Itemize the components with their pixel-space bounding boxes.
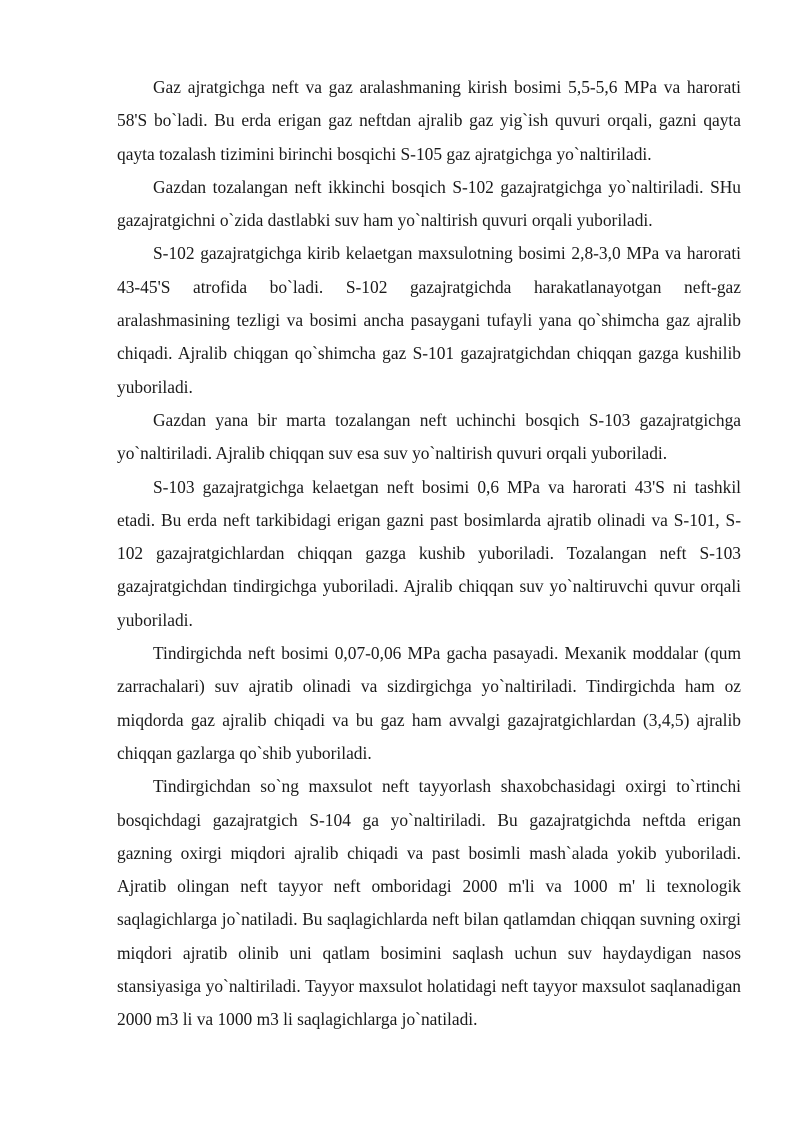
paragraph-6: Tindirgichda neft bosimi 0,07-0,06 MPa gacha pasayadi. Mexanik moddalar (qum zarrachalari) suv ajratib olinadi va sizdirgichga yo`naltiriladi. Tindirgichda ham oz miqdorda gaz ajralib chiqadi va bu gaz ham avvalgi gazajratgichlardan (3,4,5) ajralib chiqqan gazlarga qo`shib yuboriladi. bbox=[117, 643, 741, 763]
paragraph-5: S-103 gazajratgichga kelaetgan neft bosimi 0,6 MPa va harorati 43'S ni tashkil etadi. Bu erda neft tarkibidagi erigan gazni past bosimlarda ajratib olinadi va S-101, S-102 gazajratgichlardan chiqqan gazga kushib yuboriladi. Tozalangan neft S-103 gazajratgichdan tindirgichga yuboriladi. Ajralib chiqqan suv yo`naltiruvchi quvur orqali yuboriladi. bbox=[117, 476, 741, 630]
paragraph-3: S-102 gazajratgichga kirib kelaetgan maxsulotning bosimi 2,8-3,0 MPa va harorati 43-45'S atrofida bo`ladi. S-102 gazajratgichda harakatlanayotgan neft-gaz aralashmasining tezligi va bosimi ancha pasaygani tufayli yana qo`shimcha gaz ajralib chiqadi. Ajralib chiqgan qo`shimcha gaz S-101 gazajratgichdan chiqqan gazga kushilib yuboriladi. bbox=[117, 243, 741, 397]
paragraph-2: Gazdan tozalangan neft ikkinchi bosqich S-102 gazajratgichga yo`naltiriladi. SHu gazajratgichni o`zida dastlabki suv ham yo`naltirish quvuri orqali yuboriladi. bbox=[117, 176, 741, 231]
paragraph-1: Gaz ajratgichga neft va gaz aralashmaning kirish bosimi 5,5-5,6 MPa va harorati 58'S bo`ladi. Bu erda erigan gaz neftdan ajralib gaz yig`ish quvuri orqali, gazni qayta qayta tozalash tizimini birinchi bosqichi S-105 gaz ajratgichga yo`naltiriladi. bbox=[117, 77, 741, 164]
document-body bbox=[117, 71, 741, 1037]
paragraph-4: Gazdan yana bir marta tozalangan neft uchinchi bosqich S-103 gazajratgichga yo`naltiriladi. Ajralib chiqqan suv esa suv yo`naltirish quvuri orqali yuboriladi. bbox=[117, 409, 741, 464]
paragraph-7: Tindirgichdan so`ng maxsulot neft tayyorlash shaxobchasidagi oxirgi to`rtinchi bosqichdagi gazajratgich S-104 ga yo`naltiriladi. Bu gazajratgichda neftda erigan gazning oxirgi miqdori ajralib chiqadi va past bosimli mash`alada yokib yuboriladi. Ajratib olingan neft tayyor neft omboridagi 2000 m'li va 1000 m' li texnologik saqlagichlarga jo`natiladi. Bu saqlagichlarda neft bilan qatlamdan chiqqan suvning oxirgi miqdori ajratib olinib uni qatlam bosimini saqlash uchun suv haydaydigan nasos stansiyasiga yo`naltiriladi. Tayyor maxsulot holatidagi neft tayyor maxsulot saqlanadigan 2000 m3 li va 1000 m3 li saqlagichlarga jo`natiladi. bbox=[117, 776, 741, 1030]
